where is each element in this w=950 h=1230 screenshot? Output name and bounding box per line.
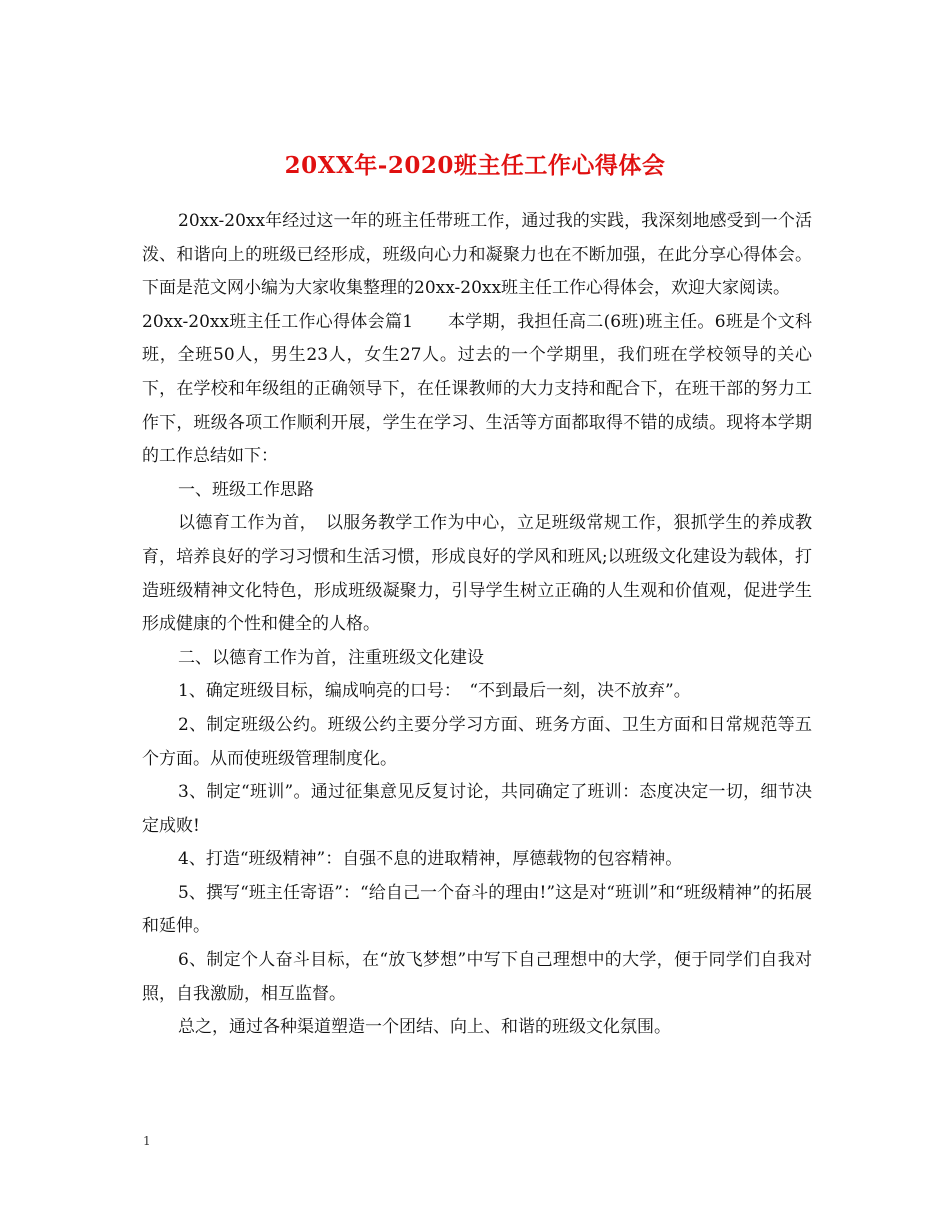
section-heading-2: 二、以德育工作为首，注重班级文化建设: [178, 647, 484, 668]
document-title: 20XX年-2020班主任工作心得体会: [284, 152, 666, 180]
list-item-4: 4、打造“班级精神”：自强不息的进取精神，厚德载物的包容精神。: [178, 849, 683, 870]
paragraph-summary: 总之，通过各种渠道塑造一个团结、向上、和谐的班级文化氛围。: [178, 1017, 671, 1038]
list-item-5: 5、撰写“班主任寄语”：“给自己一个奋斗的理由!”这是对“班训”和“班级精神”的拓展和延伸。: [142, 882, 812, 937]
page-number: 1: [143, 1134, 151, 1148]
paragraph-article-start: 20xx-20xx班主任工作心得体会篇1 本学期，我担任高二(6班)班主任。6班是个文科班，全班50人，男生23人，女生27人。过去的一个学期里，我们班在学校领导的关心下，在学校和年级组的正确领导下，在任课教师的大力支持和配合下，在班干部的努力工作下，班级各项工作顺利开展，学生在学习、生活等方面都取得不错的成绩。现将本学期的工作总结如下：: [142, 311, 812, 467]
paragraph-intro: 20xx-20xx年经过这一年的班主任带班工作，通过我的实践，我深刻地感受到一个活泼、和谐向上的班级已经形成，班级向心力和凝聚力也在不断加强，在此分享心得体会。下面是范文网小编为大家收集整理的20xx-20xx班主任工作心得体会，欢迎大家阅读。: [142, 211, 812, 299]
list-item-6: 6、制定个人奋斗目标，在“放飞梦想”中写下自己理想中的大学，便于同学们自我对照，自我激励，相互监督。: [142, 950, 812, 1004]
list-item-2: 2、制定班级公约。班级公约主要分学习方面、班务方面、卫生方面和日常规范等五个方面。从而使班级管理制度化。: [142, 714, 812, 769]
list-item-3: 3、制定“班训”。通过征集意见反复讨论，共同确定了班训：态度决定一切，细节决定成败!: [142, 782, 812, 836]
list-item-1: 1、确定班级目标，编成响亮的口号： “不到最后一刻，决不放弃”。: [178, 681, 691, 702]
section-heading-1: 一、班级工作思路: [178, 479, 314, 500]
paragraph-work-ideas: 以德育工作为首， 以服务教学工作为中心，立足班级常规工作，狠抓学生的养成教育，培养良好的学习习惯和生活习惯，形成良好的学风和班风;以班级文化建设为载体，打造班级精神文化特色，形成班级凝聚力，引导学生树立正确的人生观和价值观，促进学生形成健康的个性和健全的人格。: [142, 513, 812, 635]
document-body: [142, 205, 812, 1045]
